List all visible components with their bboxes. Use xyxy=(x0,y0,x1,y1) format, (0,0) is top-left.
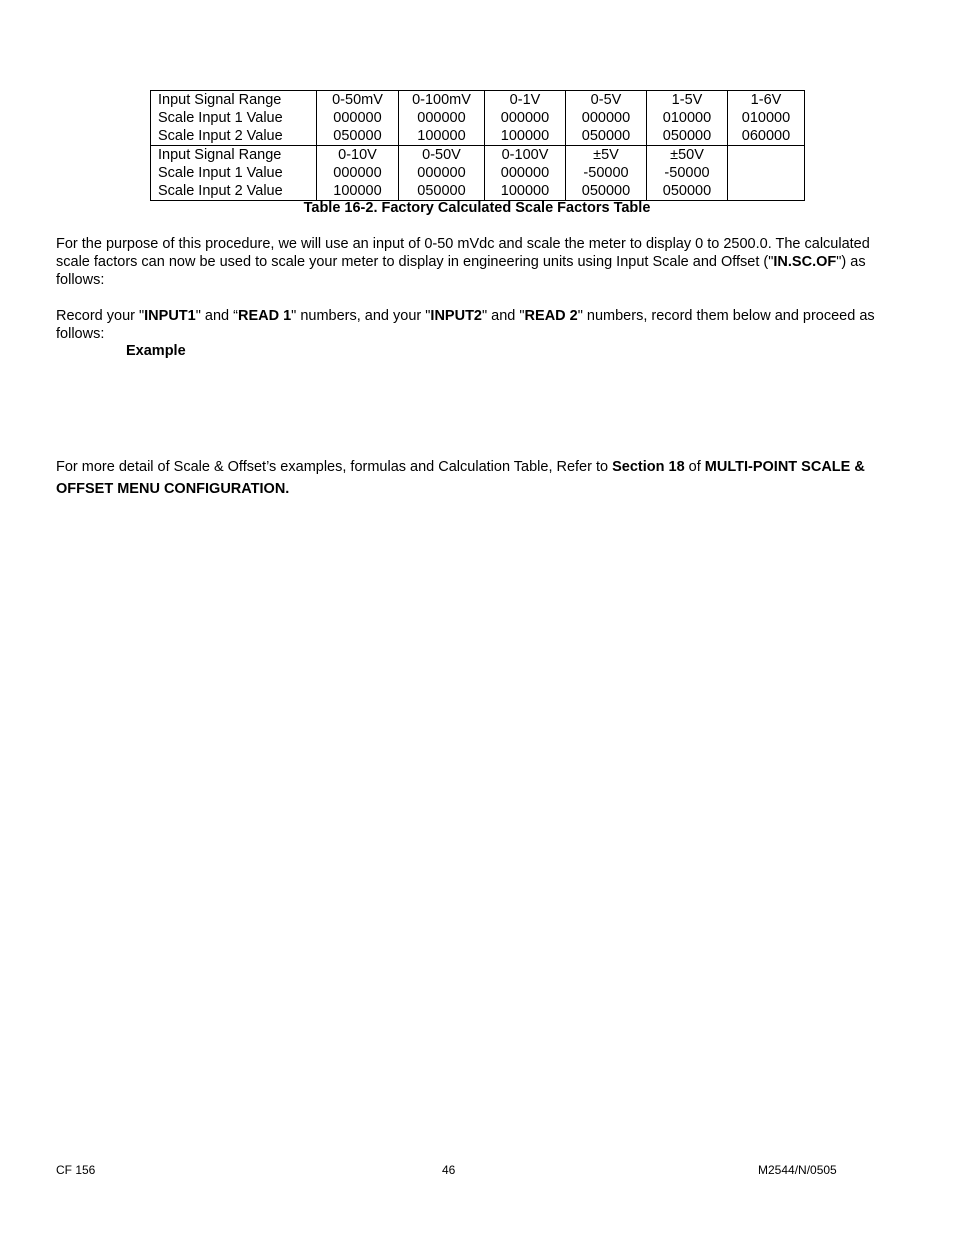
read2-label: READ 2 xyxy=(524,308,578,324)
cell-value: 1-6V xyxy=(750,92,782,108)
row-labels-cell xyxy=(151,146,317,201)
menu-reference: MULTI-POINT SCALE & OFFSET MENU CONFIGURATION. xyxy=(56,459,865,497)
text-segment: " numbers, and your " xyxy=(291,308,431,324)
row-labels-cell xyxy=(151,91,317,146)
cell-value: 100000 xyxy=(333,183,382,199)
input1-label: INPUT1 xyxy=(144,308,196,324)
cell-value: ±5V xyxy=(593,147,619,163)
cell-value: 000000 xyxy=(333,110,382,126)
cell-value: 0-100V xyxy=(501,147,549,163)
value-cell xyxy=(485,91,566,146)
cell-value: 050000 xyxy=(581,128,631,144)
footer-left: CF 156 xyxy=(56,1163,96,1177)
footer-right: M2544/N/0505 xyxy=(758,1163,837,1177)
cell-value: 000000 xyxy=(500,110,550,126)
cell-value: 010000 xyxy=(741,110,791,126)
cell-value: 0-10V xyxy=(338,147,377,163)
row-label: Scale Input 1 Value xyxy=(158,165,283,181)
row-label: Scale Input 1 Value xyxy=(158,110,283,126)
record-paragraph xyxy=(56,307,898,343)
cell-value: 050000 xyxy=(662,128,712,144)
table-row xyxy=(151,91,805,146)
value-cell xyxy=(728,146,805,201)
cell-value xyxy=(728,146,804,164)
text-segment: " and " xyxy=(482,308,525,324)
scale-factors-table-body xyxy=(151,91,805,201)
value-cell xyxy=(647,91,728,146)
cell-value: 100000 xyxy=(500,183,550,199)
paragraph-text: For the purpose of this procedure, we will use an input of 0-50 mVdc and scale the meter to display 0 to 2500.0. The calculated scale factors can now be used to scale your meter to display in engineering units using Input Scale and Offset (" xyxy=(56,236,870,270)
cell-value: 000000 xyxy=(581,110,631,126)
cell-value: 010000 xyxy=(662,110,712,126)
cell-value: 0-100mV xyxy=(412,92,471,108)
cell-value: 100000 xyxy=(417,128,466,144)
cell-value: 000000 xyxy=(417,110,466,126)
cell-value: 050000 xyxy=(333,128,382,144)
cell-value: 0-1V xyxy=(509,92,541,108)
cell-value: 050000 xyxy=(417,183,466,199)
procedure-paragraph xyxy=(56,235,898,289)
text-segment: For more detail of Scale & Offset’s examples, formulas and Calculation Table, Refer to xyxy=(56,459,613,475)
value-cell xyxy=(399,91,485,146)
cell-value: 060000 xyxy=(741,128,791,144)
cell-value: 0-50V xyxy=(422,147,461,163)
cell-value: 050000 xyxy=(662,183,712,199)
value-cell xyxy=(485,146,566,201)
paragraph-text-end: ") as follows: xyxy=(56,254,866,288)
reference-paragraph xyxy=(56,456,898,500)
page-number: 46 xyxy=(442,1163,456,1177)
value-cell xyxy=(566,146,647,201)
cell-value: 0-50mV xyxy=(332,92,383,108)
cell-value xyxy=(728,182,804,200)
table-row xyxy=(151,146,805,201)
cell-value: ±50V xyxy=(670,147,704,163)
row-label: Input Signal Range xyxy=(158,92,282,108)
row-label: Scale Input 2 Value xyxy=(158,128,283,144)
cell-value: 000000 xyxy=(417,165,466,181)
text-segment: of xyxy=(684,459,705,475)
cell-value: -50000 xyxy=(664,165,710,181)
example-label: Example xyxy=(126,343,186,359)
read1-label: READ 1 xyxy=(237,308,292,324)
value-cell xyxy=(399,146,485,201)
value-cell xyxy=(728,91,805,146)
cell-value xyxy=(728,164,804,182)
text-segment: " and “ xyxy=(195,308,238,324)
cell-value: 1-5V xyxy=(671,92,703,108)
value-cell xyxy=(317,146,399,201)
cell-value: 000000 xyxy=(500,165,550,181)
cell-value: 000000 xyxy=(333,165,382,181)
cell-value: 0-5V xyxy=(590,92,622,108)
value-cell xyxy=(647,146,728,201)
text-segment: Record your " xyxy=(56,308,145,324)
menu-name: IN.SC.OF xyxy=(773,254,837,270)
table-caption: Table 16-2. Factory Calculated Scale Factors Table xyxy=(303,200,651,216)
scale-factors-table xyxy=(150,90,805,201)
section-reference: Section 18 xyxy=(612,459,685,475)
text-segment: " numbers, record them below and proceed as follows: xyxy=(56,308,875,342)
cell-value: 050000 xyxy=(581,183,631,199)
cell-value: 100000 xyxy=(500,128,550,144)
row-label: Scale Input 2 Value xyxy=(158,183,283,199)
value-cell xyxy=(566,91,647,146)
cell-value: -50000 xyxy=(583,165,629,181)
row-label: Input Signal Range xyxy=(158,147,282,163)
input2-label: INPUT2 xyxy=(430,308,482,324)
value-cell xyxy=(317,91,399,146)
